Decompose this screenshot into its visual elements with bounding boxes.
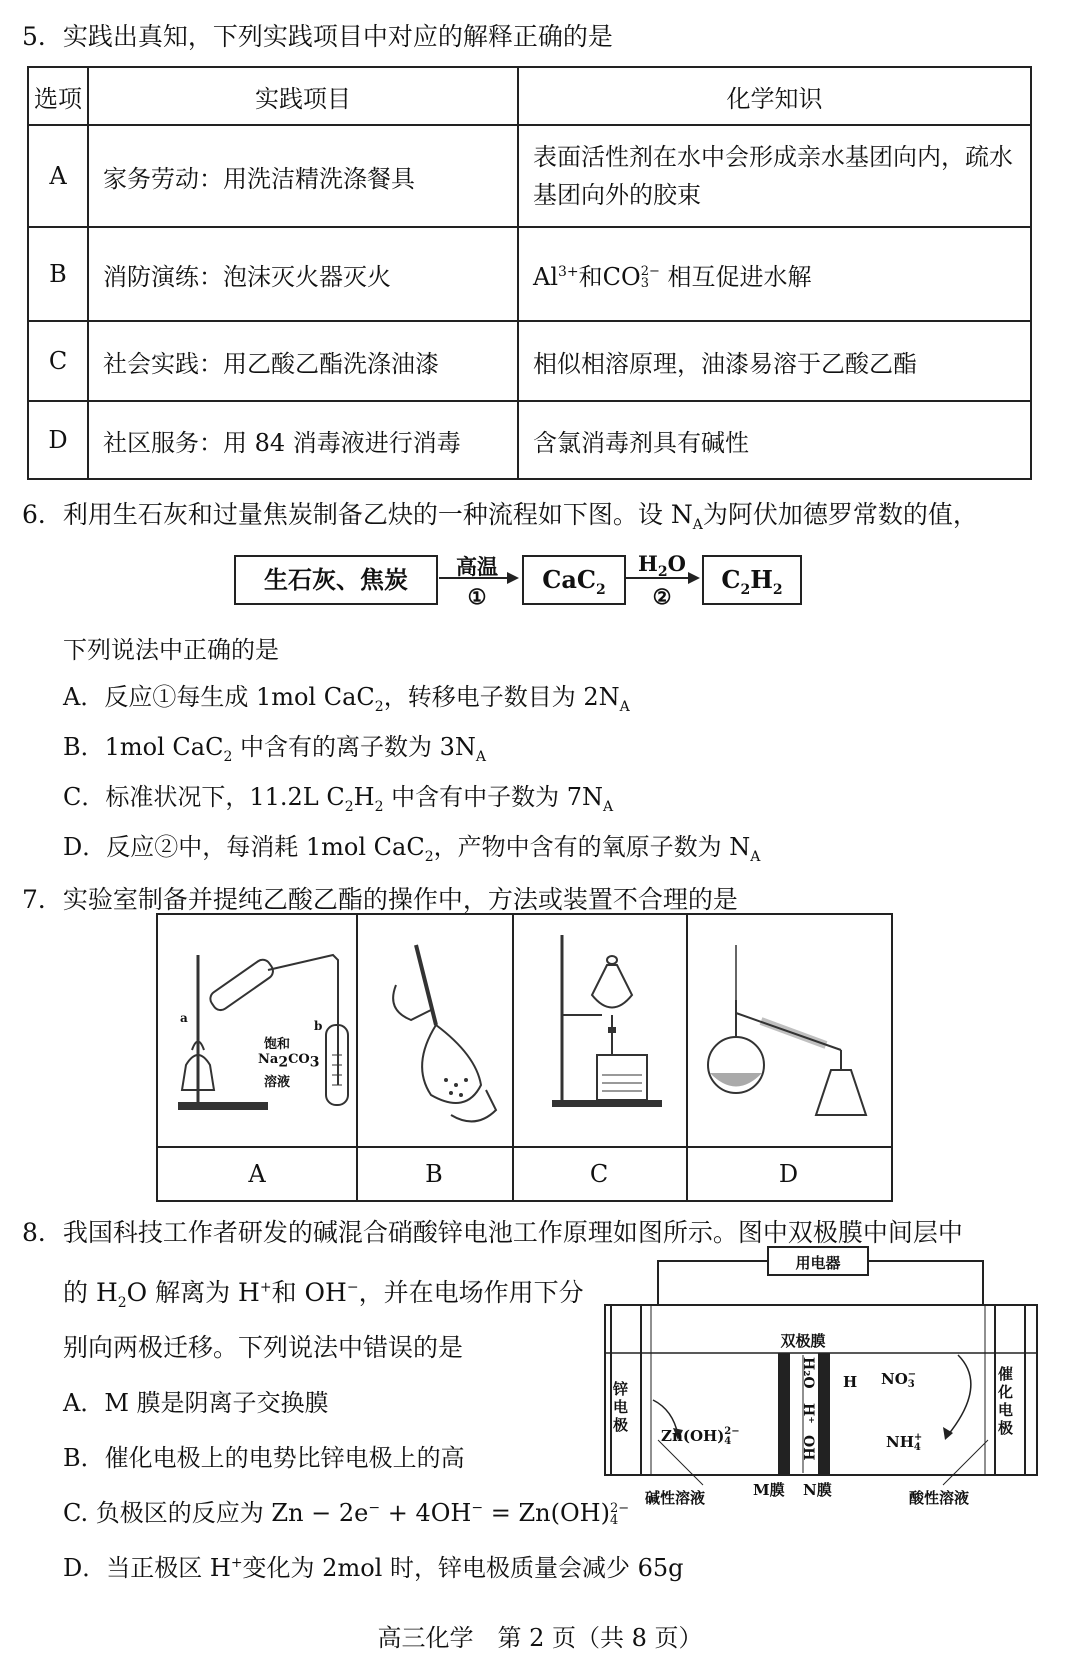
row-project: 消防演练：泡沫灭火器灭火 (88, 227, 518, 321)
acidic-label: 酸性溶液 (909, 1489, 970, 1507)
header-project: 实践项目 (88, 67, 518, 125)
q6-option-c: C．标准状况下，11.2L $C_2H_2$ 中含有中子数为 $7N_A$ (63, 783, 614, 815)
a-label-a: a (180, 1011, 188, 1025)
distillation-flask-icon (686, 915, 891, 1145)
table-row (28, 321, 1031, 401)
apparatus-b (356, 915, 514, 1200)
arrow1-top: 高温 (456, 554, 498, 579)
arrow2-bottom: ② (652, 584, 672, 609)
q6-option-d: D．反应②中，每消耗 1mol CaC$_2$，产物中含有的氧原子数为 $N_A$ (63, 833, 761, 865)
row-option: C (28, 321, 88, 401)
arrow1-bottom: ① (467, 584, 487, 609)
q8-option-b: B．催化电极上的电势比锌电极上的高 (63, 1444, 465, 1472)
battery-diagram (603, 1245, 1043, 1507)
water-label: H₂O (800, 1357, 816, 1389)
q7-title: 7．实验室制备并提纯乙酸乙酯的操作中，方法或装置不合理的是 (22, 885, 738, 914)
q8-line1: 8．我国科技工作者研发的碱混合硝酸锌电池工作原理如图所示。图中双极膜中间层中 (22, 1218, 963, 1247)
n-membrane-label: N膜 (803, 1481, 832, 1499)
battery-frame-icon (603, 1245, 1043, 1507)
table-row (28, 401, 1031, 479)
apparatus-label: C (512, 1146, 686, 1200)
flow-box-lime-coke: 生石灰、焦炭 (234, 555, 438, 605)
q6-prompt: 下列说法中正确的是 (63, 636, 279, 664)
shaking-funnel-icon (356, 915, 512, 1145)
separatory-funnel-icon (512, 915, 686, 1145)
apparatus-d (686, 915, 891, 1200)
row-option: B (28, 227, 88, 321)
nitrate-label: NO − 3 (881, 1369, 917, 1390)
q6-option-a: A．反应①每生成 1mol CaC$_2$，转移电子数目为 $2N_A$ (63, 683, 630, 715)
q8-option-a: A．M 膜是阴离子交换膜 (63, 1389, 329, 1417)
q6-option-b: B．1mol CaC$_2$ 中含有的离子数为 $3N_A$ (63, 733, 487, 765)
q6-title: 6．利用生石灰和过量焦炭制备乙炔的一种流程如下图。设 $N_A$为阿伏加德罗常数的值， (22, 500, 978, 533)
q8-option-c: C. 负极区的反应为 Zn − 2e− + 4OH− = Zn(OH) 2− 4 (63, 1499, 630, 1528)
zinc-electrode-label: 锌电极 (613, 1380, 629, 1434)
oh-label: OH (800, 1435, 816, 1461)
q5-table (27, 66, 1032, 480)
alkaline-label: 碱性溶液 (645, 1489, 706, 1507)
apparatus-label: B (356, 1146, 512, 1200)
row-knowledge: 相似相溶原理，油漆易溶于乙酸乙酯 (518, 321, 1031, 401)
row-option: A (28, 125, 88, 227)
device-label: 用电器 (795, 1254, 841, 1272)
q8-line3: 别向两极迁移。下列说法中错误的是 (63, 1333, 464, 1362)
a-label-b: b (314, 1019, 323, 1033)
q8-option-d: D．当正极区 H+变化为 2mol 时，锌电极质量会减少 65g (63, 1554, 684, 1582)
table-header-row (28, 67, 1031, 125)
row-knowledge: 表面活性剂在水中会形成亲水基团向内，疏水基团向外的胶束 (518, 125, 1031, 227)
arrow2-top: $H_2O$ (638, 551, 686, 581)
apparatus-c (512, 915, 688, 1200)
row-project: 家务劳动：用洗洁精洗涤餐具 (88, 125, 518, 227)
flow-box-c2h2: $C_2H_2$ (702, 555, 802, 605)
distillation-setup-icon (158, 915, 356, 1145)
m-membrane-label: M膜 (753, 1481, 785, 1499)
ammonium-label: NH + 4 (886, 1432, 923, 1453)
header-option: 选项 (28, 67, 88, 125)
row-project: 社区服务：用 84 消毒液进行消毒 (88, 401, 518, 479)
apparatus-label: A (158, 1146, 356, 1200)
a-text2: $Na_2CO_3$ (258, 1052, 320, 1071)
q8-line2: 的 $H_2O$ 解离为 H+和 OH−，并在电场作用下分 (63, 1278, 584, 1311)
row-knowledge: $Al^{3+}$和CO 2− 3 相互促进水解 (518, 227, 1031, 321)
bipolar-label: 双极膜 (780, 1332, 826, 1350)
a-text1: 饱和 (264, 1037, 291, 1052)
row-knowledge: 含氯消毒剂具有碱性 (518, 401, 1031, 479)
apparatus-grid (156, 913, 893, 1202)
flow-box-cac2: CaC$_2$ (522, 555, 626, 605)
page-footer: 高三化学 第 2 页（共 8 页） (377, 1624, 703, 1652)
table-row (28, 227, 1031, 321)
apparatus-a (158, 915, 358, 1200)
h-label: H (843, 1373, 858, 1391)
zincate-label: Zn(OH) 2− 4 (661, 1426, 740, 1447)
a-text3: 溶液 (264, 1075, 291, 1090)
catalyst-electrode-label: 催化电极 (998, 1365, 1014, 1437)
row-option: D (28, 401, 88, 479)
h-plus-label: H⁺ (800, 1403, 816, 1424)
header-knowledge: 化学知识 (518, 67, 1031, 125)
apparatus-label: D (686, 1146, 891, 1200)
table-row (28, 125, 1031, 227)
row-project: 社会实践：用乙酸乙酯洗涤油漆 (88, 321, 518, 401)
q5-title: 5．实践出真知，下列实践项目中对应的解释正确的是 (22, 22, 613, 51)
